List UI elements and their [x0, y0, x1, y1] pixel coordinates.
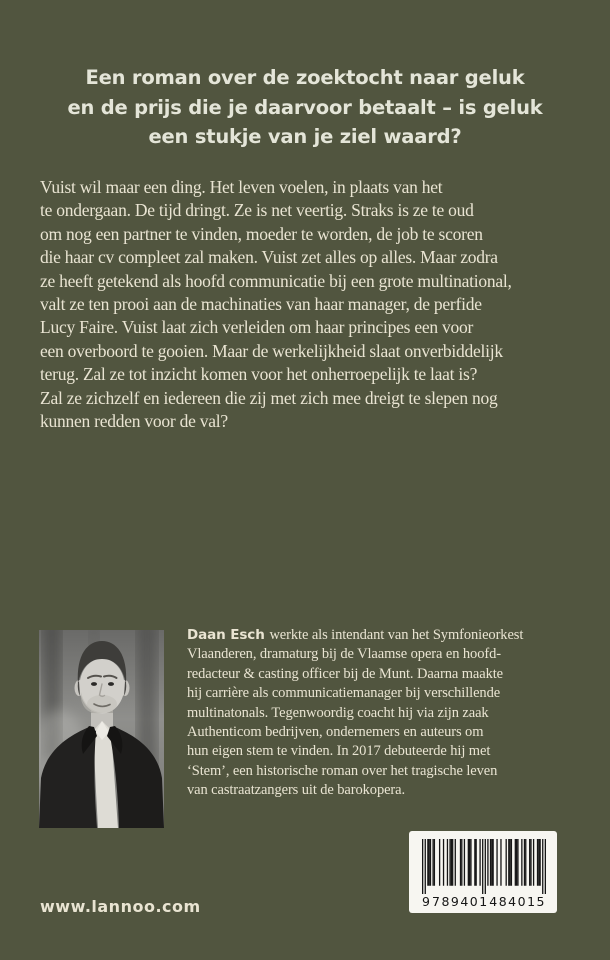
synopsis-line: terug. Zal ze tot inzicht komen voor het onherroepelijk te laat is? [40, 364, 478, 385]
synopsis-line: valt ze ten prooi aan de machinaties van haar manager, de perfide [40, 294, 482, 315]
synopsis-line: Lucy Faire. Vuist laat zich verleiden om haar principes een voor [40, 317, 474, 338]
barcode [409, 831, 557, 913]
synopsis-line: te ondergaan. De tijd dringt. Ze is net veertig. Straks is ze te oud [40, 200, 474, 221]
bio-text: werkte als intendant van het Symfonieorkest [269, 627, 524, 643]
barcode-digits [422, 895, 546, 908]
synopsis-line: een overboord te gooien. Maar de werkelijkheid slaat onverbiddelijk [40, 340, 503, 361]
synopsis-line: Zal ze zichzelf en iedereen die zij met zich mee dreigt te slepen nog [40, 387, 498, 408]
bio-line: ‘Stem’, een historische roman over het tragische leven [187, 762, 498, 779]
synopsis-line: Vuist wil maar een ding. Het leven voelen, in plaats van het [40, 177, 443, 197]
bio-line: hun eigen stem te vinden. In 2017 debuteerde hij met [187, 743, 491, 760]
synopsis-line: om nog een partner te vinden, moeder te worden, de job te scoren [40, 223, 483, 244]
bio-line: Authenticom bedrijven, ondernemers en auteurs om [187, 724, 484, 741]
synopsis-text [40, 176, 585, 433]
tagline-line: Een roman over de zoektocht naar geluk [85, 66, 525, 89]
barcode-digit-group: 789401 [432, 894, 489, 909]
bio-line: van castraatzangers uit de barokopera. [187, 782, 406, 799]
author-photo [39, 630, 164, 828]
tagline [0, 63, 610, 152]
tagline-line: en de prijs die je daarvoor betaalt – is geluk [67, 95, 543, 119]
barcode-bars-image [422, 839, 546, 894]
bio-line: redacteur & casting officer bij de Munt. Daarna maakte [187, 665, 504, 682]
barcode-digit-group: 9 [422, 894, 432, 909]
bio-line: Vlaanderen, dramaturg bij de Vlaamse opera en hoofd- [187, 646, 501, 663]
tagline-line: een stukje van je ziel waard? [148, 125, 462, 148]
bio-line: multinatonals. Tegenwoordig coacht hij via zijn zaak [187, 704, 489, 721]
barcode-digit-group: 484015 [489, 894, 546, 909]
bio-line: hij carrière als communicatiemanager bij verschillende [187, 685, 501, 702]
author-name: Daan Esch [187, 627, 265, 643]
synopsis-line: die haar cv compleet zal maken. Vuist zet alles op alles. Maar zodra [40, 247, 498, 268]
author-bio [187, 626, 580, 801]
synopsis-line: kunnen redden voor de val? [40, 411, 228, 432]
bio-line [187, 626, 580, 645]
publisher-website: www.lannoo.com [40, 897, 201, 916]
synopsis-line: ze heeft getekend als hoofd communicatie bij een grote multinational, [40, 270, 512, 291]
